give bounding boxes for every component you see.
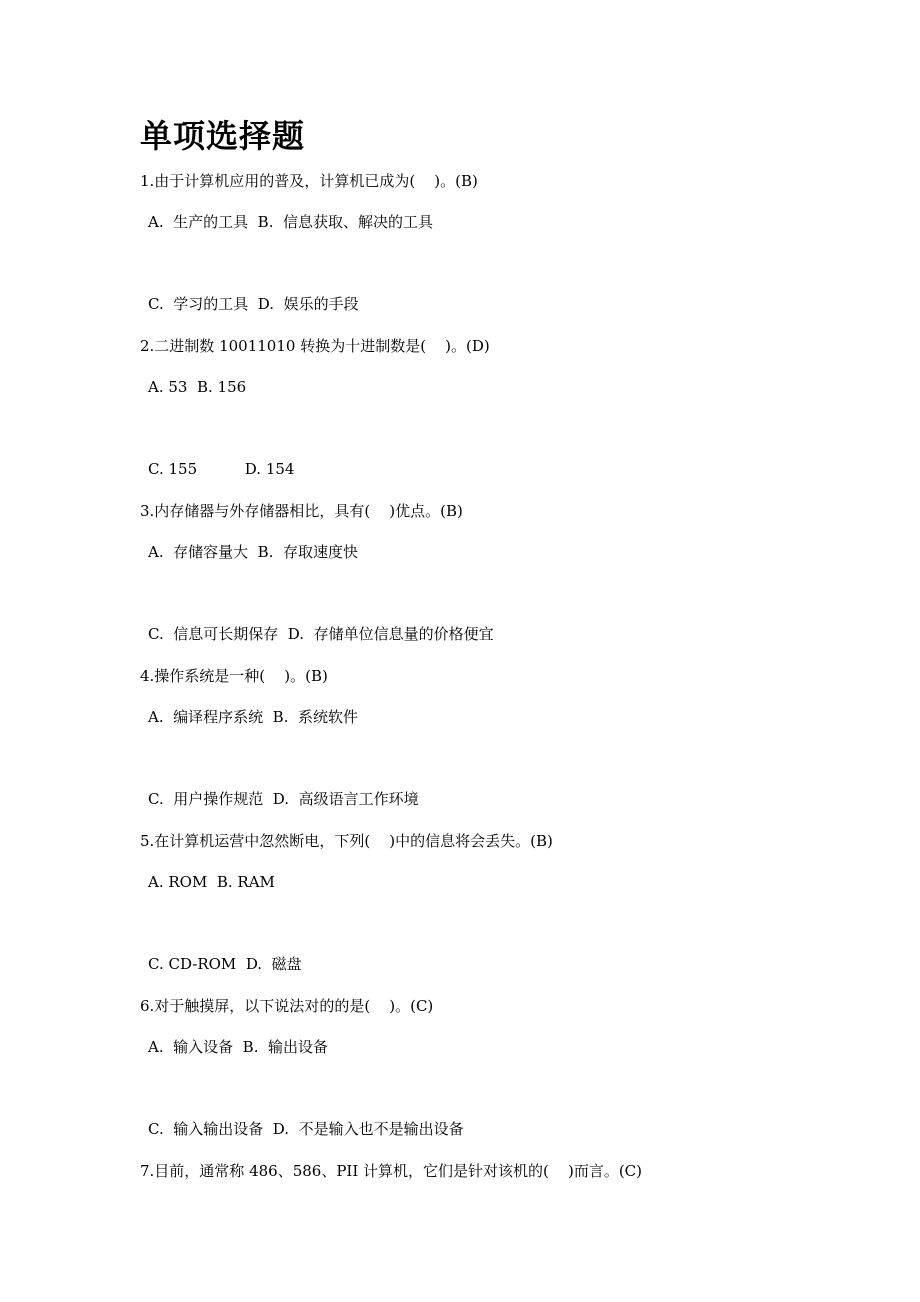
question-options: A. 存储容量大 B. 存取速度快 [148,543,359,561]
question-stem: 7.目前，通常称 486、586、PII 计算机，它们是针对该机的( )而言。(C) [140,1162,643,1180]
question-options: A. 编译程序系统 B. 系统软件 [148,708,359,726]
question-stem: 6.对于触摸屏，以下说法对的的是( )。(C) [140,997,434,1015]
question-options: A. 生产的工具 B. 信息获取、解决的工具 [148,213,434,231]
question-stem: 2.二进制数 10011010 转换为十进制数是( )。(D) [140,337,490,355]
question-options: A. 53 B. 156 [148,378,247,396]
question-options: C. 输入输出设备 D. 不是输入也不是输出设备 [148,1120,464,1138]
question-options: C. CD-ROM D. 磁盘 [148,955,302,973]
question-stem: 4.操作系统是一种( )。(B) [140,667,328,685]
question-options: C. 学习的工具 D. 娱乐的手段 [148,295,359,313]
question-options: A. 输入设备 B. 输出设备 [148,1038,329,1056]
question-options: C. 信息可长期保存 D. 存储单位信息量的价格便宜 [148,625,494,643]
question-stem: 3.内存储器与外存储器相比，具有( )优点。(B) [140,502,463,520]
question-stem: 5.在计算机运营中忽然断电，下列( )中的信息将会丢失。(B) [140,832,553,850]
question-stem: 1.由于计算机应用的普及，计算机已成为( )。(B) [140,172,478,190]
question-options: C. 155 D. 154 [148,460,295,478]
document-title: 单项选择题 [140,117,306,155]
question-options: C. 用户操作规范 D. 高级语言工作环境 [148,790,419,808]
question-options: A. ROM B. RAM [148,873,275,891]
